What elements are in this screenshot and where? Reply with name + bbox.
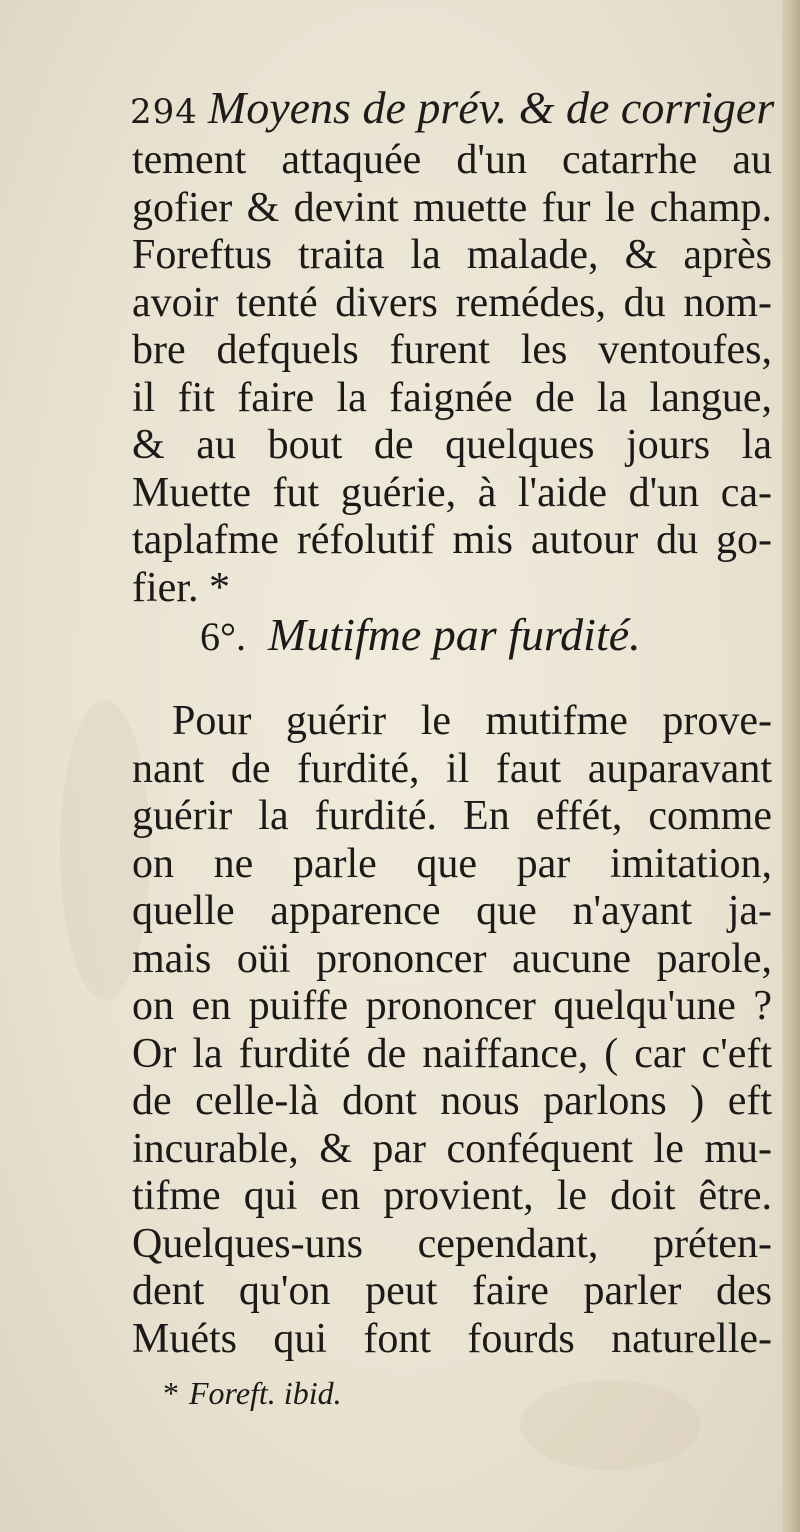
text-line: tement attaquée d'un catarrhe au xyxy=(132,137,772,183)
page-number: 294 xyxy=(130,92,198,132)
text-line: fier. * xyxy=(132,564,230,611)
text-line: Or la furdité de naiffance, ( car c'eft xyxy=(132,1030,772,1077)
running-header xyxy=(130,80,780,136)
running-title: Moyens de prév. & de corriger xyxy=(207,82,775,133)
footnote-mark: * xyxy=(163,1375,179,1411)
text-line: Pour guérir le mutifme prove- xyxy=(172,698,772,744)
text-line: quelle apparence que n'ayant ja- xyxy=(132,888,772,934)
text-line: il fit faire la faignée de la langue, xyxy=(132,374,772,421)
text-line: de celle-là dont nous parlons ) eft xyxy=(132,1078,772,1124)
text-line: bre defquels furent les ventoufes, xyxy=(132,327,772,373)
text-line: on ne parle que par imitation, xyxy=(132,840,772,887)
text-line: guérir la furdité. En effét, comme xyxy=(132,793,772,839)
footnote-text: Foreft. ibid. xyxy=(189,1375,342,1411)
text-line: Quelques-uns cependant, préten- xyxy=(132,1220,772,1267)
text-line: gofier & devint muette fur le champ. xyxy=(132,184,772,231)
page-edge xyxy=(782,0,800,1532)
footnote xyxy=(163,1370,463,1416)
text-line: Muéts qui font fourds naturelle- xyxy=(132,1315,772,1362)
text-line: on en puiffe prononcer quelqu'une ? xyxy=(132,983,772,1029)
section-title: Mutifme par furdité. xyxy=(268,609,641,660)
section-heading xyxy=(200,605,720,665)
text-line: dent qu'on peut faire parler des xyxy=(132,1268,772,1314)
paragraph-2 xyxy=(132,698,772,1363)
text-line: mais oüi prononcer aucune parole, xyxy=(132,935,772,982)
section-number: 6°. xyxy=(200,614,246,659)
text-line: taplafme réfolutif mis autour du go- xyxy=(132,517,772,563)
paper-stain xyxy=(520,1380,700,1470)
paragraph-1 xyxy=(132,137,772,612)
text-line: & au bout de quelques jours la xyxy=(132,422,772,468)
text-line: nant de furdité, il faut auparavant xyxy=(132,745,772,792)
text-line: incurable, & par conféquent le mu- xyxy=(132,1125,772,1172)
text-line: tifme qui en provient, le doit être. xyxy=(132,1173,772,1219)
text-line: Foreftus traita la malade, & après xyxy=(132,232,772,278)
text-line: Muette fut guérie, à l'aide d'un ca- xyxy=(132,469,772,516)
text-line: avoir tenté divers remédes, du nom- xyxy=(132,279,772,326)
